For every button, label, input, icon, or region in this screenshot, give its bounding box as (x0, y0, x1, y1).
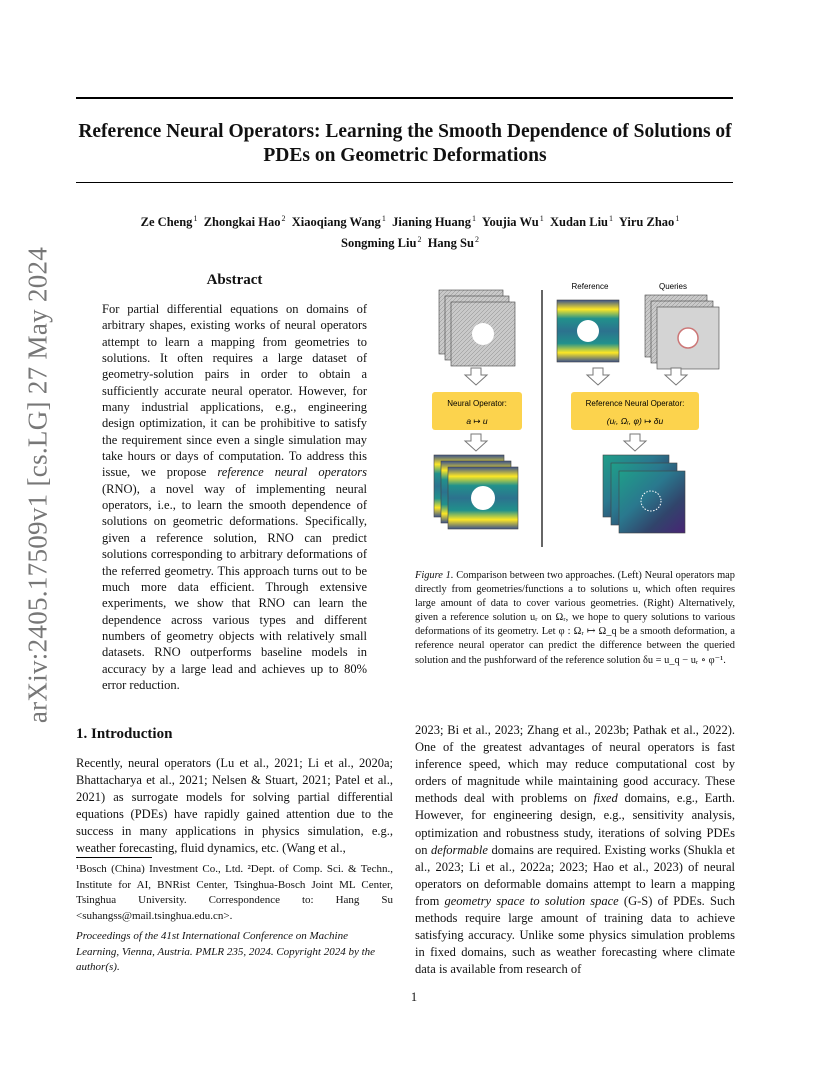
author-affiliation: 1 (609, 214, 614, 223)
intro-emphasis: geometry space to solution space (444, 893, 619, 908)
author-affiliation: 2 (417, 235, 422, 245)
intro-emphasis: deformable (431, 842, 488, 857)
affiliation-footnote: ¹Bosch (China) Investment Co., Ltd. ²Dept. of Comp. Sci. & Techn., Institute for AI, BNRist Center, Tsinghua-Bosch Joint ML Center, Tsinghua University. Correspondence to: Hang Su <suhangss@mail.tsinghua.edu.cn>. (76, 863, 393, 922)
label-reference: Reference (571, 282, 609, 291)
intro-text: (G-S) of PDEs. Such methods require large amount of training data to achieve satisfying accuracy. Unlike some physics simulation problems in fixed domains, such as weather forecasting where climate data is available from research of (415, 893, 736, 977)
footnote-rule (76, 857, 152, 858)
author-affiliation: 1 (193, 214, 198, 223)
down-arrow-icon (465, 368, 487, 385)
solution-stack (434, 455, 518, 529)
title-line-2: PDEs on Geometric Deformations (263, 145, 547, 166)
section-heading: 1. Introduction (76, 726, 173, 742)
author-name: Xudan Liu (549, 215, 608, 230)
query-stack (645, 295, 719, 369)
abstract-body (102, 301, 367, 693)
delta-solution-stack (603, 455, 685, 533)
abstract-heading: Abstract (206, 272, 263, 288)
top-rule (76, 97, 733, 99)
title-bottom-rule (76, 182, 733, 183)
down-arrow-icon (665, 368, 687, 385)
reference-solution (557, 300, 619, 362)
caption-text: Comparison between two approaches. (Left) Neural operators map directly from geometries/functions a to solutions u, which often requires large amount of data to cover various geometries. (Right) Alternatively, given a reference solution uᵣ on Ωᵣ, we hope to query solutions to various deformations of its geometry. Let φ : Ωᵣ ↦ Ω_q be a smooth deformation, a reference neural operator can predict the difference between the queried solution and the pushforward of the reference solution δu = u_q − uᵣ ∘ φ⁻¹. (415, 570, 735, 666)
author-name: Zhongkai Hao (203, 215, 281, 230)
intro-left-column: Recently, neural operators (Lu et al., 2021; Li et al., 2020a; Bhattacharya et al., 2021; Nelsen & Stuart, 2021; Patel et al., 2021) as surrogate models for solving partial differential equations (PDEs) have rapidly gained attention due to the success in many applications in physics simulation, e.g., weather forecasting, fluid dynamics, etc. (Wang et al., (76, 756, 393, 856)
neural-operator-box-formula: a ↦ u (466, 416, 488, 426)
intro-text: domains are required. Existing works (Shukla et al., 2023; Li et al., 2022a; 2023; Hao et al., 2023) of neural operators on deformable domains attempt to learn a mapping from (415, 842, 735, 908)
author-name: Ze Cheng (140, 215, 193, 230)
intro-right-column (415, 722, 735, 978)
abstract-text-1: For partial differential equations on domains of arbitrary shapes, existing works of neural operators attempt to learn a mapping from geometries to solutions. It often requires a large dataset of geometry-solution pairs in order to obtain a sufficiently accurate neural operator. However, for many industrial applications, e.g., engineering design optimization, it can be prohibitive to satisfy the requirement since even a single simulation may take hours or days of computation. To address this issue, we propose (102, 302, 367, 480)
mesh-stack (439, 290, 515, 366)
down-arrow-icon (587, 368, 609, 385)
intro-emphasis: fixed (593, 791, 618, 806)
proceedings-text: Proceedings of the 41st International Conference on Machine Learning, Vienna, Austria. PMLR 235, 2024. Copyright 2024 by the author(s). (76, 930, 376, 973)
author-name: Songming Liu (341, 236, 417, 251)
proceedings-note (76, 929, 393, 976)
figure-caption (415, 569, 735, 668)
author-line-2 (80, 231, 740, 252)
author-affiliation: 2 (281, 214, 286, 223)
arxiv-identifier[interactable]: arXiv:2405.17509v1 [cs.LG] 27 May 2024 (22, 246, 53, 724)
down-arrow-icon (624, 434, 646, 451)
title-line-1: Reference Neural Operators: Learning the Smooth Dependence of Solutions of (78, 121, 732, 142)
intro-text: domains, e.g., Earth. However, for engineering design, e.g., sensitivity analysis, optimization and robustness study, iterations of solving PDEs on (415, 791, 735, 857)
paper-title (60, 120, 750, 168)
page-number: 1 (410, 990, 418, 1004)
caption-label: Figure 1. (415, 570, 454, 581)
author-affiliation: 1 (675, 214, 680, 223)
author-affiliation: 1 (472, 214, 477, 223)
author-name: Xiaoqiang Wang (291, 215, 381, 230)
author-affiliation: 2 (474, 235, 479, 245)
reference-operator-box-title: Reference Neural Operator: (585, 399, 685, 408)
author-affiliation: 1 (381, 214, 386, 223)
author-name: Youjia Wu (481, 215, 539, 230)
intro-text: 2023; Bi et al., 2023; Zhang et al., 2023b; Pathak et al., 2022). One of the greatest advantages of neural operators is fast inference speed, which may reduce computational cost by orders of magnitude while maintaining good accuracy. These methods deal with problems on (415, 723, 735, 806)
abstract-text-2: (RNO), a novel way of implementing neural operators, i.e., to learn the smooth dependence of solutions on geometric deformations. Specifically, given a reference solution, RNO can predict solutions corresponding to arbitrary deformations of the referred geometry. This approach turns out to be much more data efficient. Through extensive experiments, we show that RNO can learn the dependence across various types and different numbers of geometry objects with relatively small datasets. RNO outperforms baseline models in accuracy by a large lead and achieves up to 80% error reduction. (102, 481, 367, 692)
author-list (80, 210, 740, 252)
label-queries: Queries (658, 282, 688, 291)
neural-operator-box-title: Neural Operator: (447, 399, 507, 408)
figure-1 (415, 275, 735, 555)
author-line-1 (80, 210, 740, 231)
author-name: Hang Su (427, 236, 474, 251)
author-name: Yiru Zhao (618, 215, 675, 230)
down-arrow-icon (465, 434, 487, 451)
author-name: Jianing Huang (392, 215, 471, 230)
reference-operator-box-formula: (uᵣ, Ωᵣ, φ) ↦ δu (606, 416, 664, 426)
author-affiliation: 1 (539, 214, 544, 223)
abstract-emphasis: reference neural operators (217, 465, 368, 480)
arxiv-stamp (18, 246, 58, 724)
